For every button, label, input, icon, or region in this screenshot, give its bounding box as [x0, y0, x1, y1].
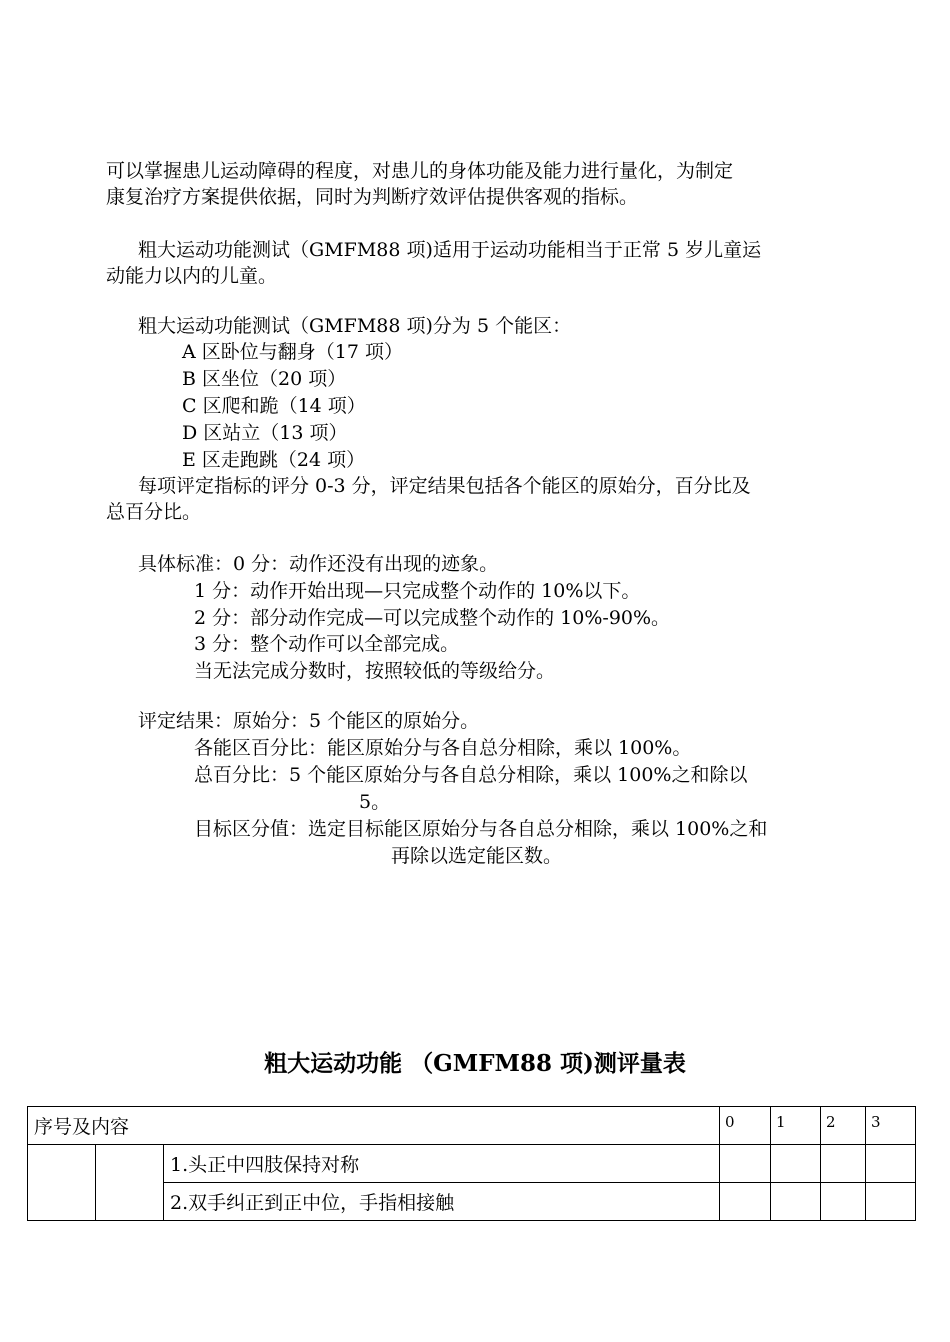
standards-lead: 具体标准：0 分：动作还没有出现的迹象。 [138, 553, 499, 575]
item-cell: 2.双手纠正到正中位，手指相接触 [164, 1183, 720, 1221]
results-total-line-2: 5。 [359, 791, 391, 813]
area-item: A 区卧位与翻身（17 项） [182, 341, 403, 363]
score-cell[interactable] [821, 1145, 866, 1183]
subcategory-cell [96, 1145, 164, 1221]
intro-paragraph-2-line-2: 动能力以内的儿童。 [106, 265, 278, 287]
score-cell[interactable] [771, 1183, 821, 1221]
table-header-row [28, 1107, 916, 1145]
areas-lead: 粗大运动功能测试（GMFM88 项)分为 5 个能区： [138, 315, 572, 337]
results-total-line-1: 总百分比：5 个能区原始分与各自总分相除，乘以 100%之和除以 [194, 764, 748, 786]
results-lead: 评定结果：原始分：5 个能区的原始分。 [138, 710, 480, 732]
score-cell[interactable] [866, 1145, 916, 1183]
intro-paragraph-1-line-1: 可以掌握患儿运动障碍的程度，对患儿的身体功能及能力进行量化，为制定 [106, 160, 734, 182]
score-cell[interactable] [771, 1145, 821, 1183]
scoring-paragraph-line-2: 总百分比。 [106, 501, 202, 523]
score-cell[interactable] [866, 1183, 916, 1221]
item-cell: 1.头正中四肢保持对称 [164, 1145, 720, 1183]
header-content-cell: 序号及内容 [28, 1107, 720, 1145]
score-header-0: 0 [720, 1107, 771, 1145]
score-cell[interactable] [720, 1145, 771, 1183]
standard-item: 当无法完成分数时，按照较低的等级给分。 [194, 660, 556, 682]
score-header-2: 2 [821, 1107, 866, 1145]
results-target-line-1: 目标区分值：选定目标能区原始分与各自总分相除，乘以 100%之和 [194, 818, 768, 840]
standard-item: 3 分：整个动作可以全部完成。 [194, 633, 460, 655]
score-header-3: 3 [866, 1107, 916, 1145]
category-cell [28, 1145, 96, 1221]
score-cell[interactable] [720, 1183, 771, 1221]
results-target-line-2: 再除以选定能区数。 [391, 845, 563, 867]
score-header-1: 1 [771, 1107, 821, 1145]
intro-paragraph-1-line-2: 康复治疗方案提供依据，同时为判断疗效评估提供客观的指标。 [106, 186, 639, 208]
standard-item: 2 分：部分动作完成—可以完成整个动作的 10%-90%。 [194, 607, 671, 629]
scoring-paragraph-line-1: 每项评定指标的评分 0-3 分，评定结果包括各个能区的原始分，百分比及 [138, 475, 751, 497]
area-item: C 区爬和跪（14 项） [182, 395, 366, 417]
gmfm-table [27, 1106, 916, 1221]
area-item: D 区站立（13 项） [182, 422, 348, 444]
table-row [28, 1145, 916, 1183]
score-cell[interactable] [821, 1183, 866, 1221]
standard-item: 1 分：动作开始出现—只完成整个动作的 10%以下。 [194, 580, 641, 602]
intro-paragraph-2-line-1: 粗大运动功能测试（GMFM88 项)适用于运动功能相当于正常 5 岁儿童运 [138, 239, 762, 261]
table-title: 粗大运动功能 （GMFM88 项)测评量表 [264, 1050, 686, 1077]
area-item: E 区走跑跳（24 项） [182, 449, 366, 471]
area-item: B 区坐位（20 项） [182, 368, 347, 390]
results-percentage: 各能区百分比：能区原始分与各自总分相除，乘以 100%。 [194, 737, 692, 759]
